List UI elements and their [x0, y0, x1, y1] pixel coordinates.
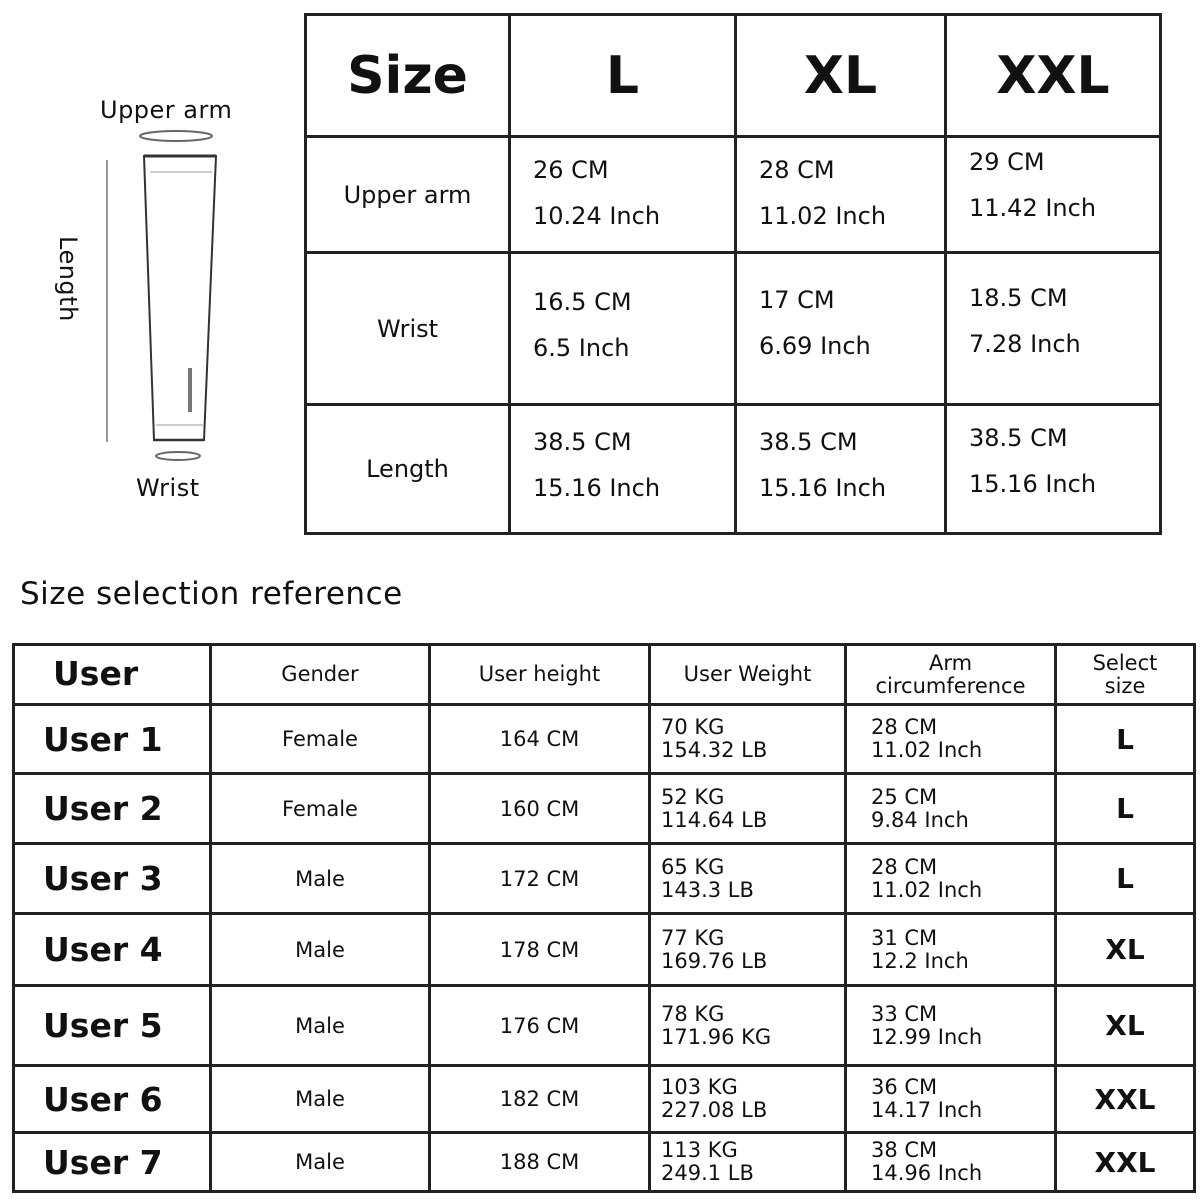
- upper-arm-xxl-cell: [947, 138, 1159, 254]
- user-height: 160 CM: [431, 775, 651, 842]
- user-arm-circumference: [847, 915, 1057, 984]
- length-xxl-inch: 15.16 Inch: [969, 470, 1097, 498]
- upper-arm-xl-cell: [737, 138, 947, 254]
- sleeve-diagram: [40, 80, 280, 520]
- user-weight-kg: 65 KG: [661, 854, 725, 879]
- size-header-cell: Size: [307, 16, 511, 138]
- wrist-xxl-cm: 18.5 CM: [969, 284, 1068, 312]
- wrist-xxl-cell: [947, 254, 1159, 406]
- user-arm-inch: 14.17 Inch: [871, 1098, 983, 1122]
- header-arm-line1: Arm: [928, 651, 973, 676]
- user-table-row-1: [15, 706, 1193, 775]
- upper-arm-l-inch: 10.24 Inch: [533, 202, 661, 230]
- user-height: 172 CM: [431, 845, 651, 912]
- header-arm-line2: circumference: [875, 673, 1026, 698]
- user-selected-size: L: [1116, 792, 1134, 825]
- header-gender: Gender: [212, 646, 431, 703]
- user-arm-inch: 14.96 Inch: [871, 1161, 983, 1185]
- user-table-header-row: [15, 646, 1193, 706]
- user-weight: [651, 915, 847, 984]
- user-arm-cm: 36 CM: [871, 1075, 938, 1100]
- user-table-row-4: [15, 915, 1193, 987]
- user-name: User 7: [15, 1134, 212, 1190]
- upper-arm-l-cm: 26 CM: [533, 156, 609, 184]
- user-table-row-5: [15, 987, 1193, 1067]
- user-gender: Female: [212, 706, 431, 772]
- size-header-xxl: XXL: [947, 16, 1159, 138]
- wrist-l-cm: 16.5 CM: [533, 288, 632, 316]
- user-weight-kg: 103 KG: [661, 1075, 738, 1100]
- header-user: User: [15, 646, 212, 703]
- user-weight-kg: 77 KG: [661, 925, 725, 950]
- user-weight-secondary: 249.1 LB: [661, 1161, 754, 1185]
- upper-arm-xl-cm: 28 CM: [759, 156, 835, 184]
- user-height: 178 CM: [431, 915, 651, 984]
- user-name: User 5: [15, 987, 212, 1064]
- user-table-row-3: [15, 845, 1193, 915]
- user-arm-cm: 31 CM: [871, 925, 938, 950]
- user-arm-cm: 33 CM: [871, 1001, 938, 1026]
- user-table-row-6: [15, 1067, 1193, 1134]
- header-user-height: User height: [431, 646, 651, 703]
- wrist-l-cell: [511, 254, 737, 406]
- user-selected-size: XL: [1105, 1009, 1145, 1042]
- upper-arm-xl-inch: 11.02 Inch: [759, 202, 887, 230]
- user-name: User 6: [15, 1067, 212, 1131]
- user-height: 164 CM: [431, 706, 651, 772]
- user-arm-circumference: [847, 775, 1057, 842]
- user-arm-cm: 28 CM: [871, 854, 938, 879]
- upper-arm-xxl-inch: 11.42 Inch: [969, 194, 1097, 222]
- user-weight-kg: 52 KG: [661, 784, 725, 809]
- user-height: 176 CM: [431, 987, 651, 1064]
- user-arm-inch: 12.2 Inch: [871, 948, 969, 973]
- size-chart-table: [304, 13, 1162, 535]
- user-height: 182 CM: [431, 1067, 651, 1131]
- user-weight-secondary: 169.76 LB: [661, 948, 768, 973]
- upper-arm-xxl-cm: 29 CM: [969, 148, 1045, 176]
- wrist-l-inch: 6.5 Inch: [533, 334, 630, 362]
- user-name: User 3: [15, 845, 212, 912]
- length-xl-cell: [737, 406, 947, 532]
- user-gender: Male: [212, 915, 431, 984]
- diagram-wrist-label: Wrist: [136, 474, 200, 502]
- user-weight-secondary: 171.96 KG: [661, 1024, 772, 1049]
- user-weight: [651, 1134, 847, 1190]
- wrist-xl-cm: 17 CM: [759, 286, 835, 314]
- row-label-length: Length: [307, 406, 511, 532]
- user-weight-kg: 78 KG: [661, 1001, 725, 1026]
- header-arm-circumference: [847, 646, 1057, 703]
- user-selected-size: XXL: [1094, 1082, 1156, 1116]
- user-arm-inch: 11.02 Inch: [871, 738, 983, 762]
- user-selected-size: XL: [1105, 933, 1145, 966]
- user-arm-circumference: [847, 1067, 1057, 1131]
- user-table-row-7: [15, 1134, 1193, 1190]
- user-weight-kg: 113 KG: [661, 1138, 738, 1163]
- wrist-xxl-inch: 7.28 Inch: [969, 330, 1081, 358]
- user-weight: [651, 775, 847, 842]
- user-weight-secondary: 114.64 LB: [661, 807, 768, 832]
- user-name: User 2: [15, 775, 212, 842]
- user-arm-inch: 9.84 Inch: [871, 807, 969, 832]
- user-gender: Male: [212, 845, 431, 912]
- length-dimension-line: [106, 160, 108, 442]
- row-label-upper-arm: Upper arm: [307, 138, 511, 254]
- user-weight: [651, 1067, 847, 1131]
- user-weight: [651, 987, 847, 1064]
- header-user-weight: User Weight: [651, 646, 847, 703]
- user-selected-size: L: [1116, 722, 1134, 756]
- wrist-xl-inch: 6.69 Inch: [759, 332, 871, 360]
- user-arm-cm: 28 CM: [871, 715, 938, 740]
- header-select-line2: size: [1104, 673, 1146, 698]
- wrist-xl-cell: [737, 254, 947, 406]
- user-height: 188 CM: [431, 1134, 651, 1190]
- upper-arm-l-cell: [511, 138, 737, 254]
- user-arm-cm: 25 CM: [871, 784, 938, 809]
- user-weight-secondary: 227.08 LB: [661, 1098, 768, 1122]
- user-gender: Male: [212, 1067, 431, 1131]
- user-arm-inch: 11.02 Inch: [871, 877, 983, 902]
- user-gender: Female: [212, 775, 431, 842]
- user-arm-cm: 38 CM: [871, 1138, 938, 1163]
- user-arm-inch: 12.99 Inch: [871, 1024, 983, 1049]
- user-arm-circumference: [847, 987, 1057, 1064]
- diagram-length-label: Length: [54, 236, 82, 322]
- user-weight: [651, 845, 847, 912]
- user-arm-circumference: [847, 1134, 1057, 1190]
- user-weight-secondary: 154.32 LB: [661, 738, 768, 762]
- length-xxl-cm: 38.5 CM: [969, 424, 1068, 452]
- length-l-inch: 15.16 Inch: [533, 474, 661, 502]
- header-select-line1: Select: [1092, 651, 1158, 676]
- user-table-row-2: [15, 775, 1193, 845]
- size-selection-reference-title: Size selection reference: [20, 576, 403, 612]
- user-gender: Male: [212, 1134, 431, 1190]
- user-arm-circumference: [847, 845, 1057, 912]
- length-xl-inch: 15.16 Inch: [759, 474, 887, 502]
- user-weight-secondary: 143.3 LB: [661, 877, 754, 902]
- user-weight-kg: 70 KG: [661, 715, 725, 740]
- user-name: User 4: [15, 915, 212, 984]
- user-reference-table: [12, 643, 1196, 1193]
- user-arm-circumference: [847, 706, 1057, 772]
- length-l-cell: [511, 406, 737, 532]
- user-weight: [651, 706, 847, 772]
- user-name: User 1: [15, 706, 212, 772]
- size-header-l: L: [511, 16, 737, 138]
- length-l-cm: 38.5 CM: [533, 428, 632, 456]
- size-header-xl: XL: [737, 16, 947, 138]
- user-selected-size: L: [1116, 862, 1134, 895]
- header-select-size: [1057, 646, 1193, 703]
- row-label-wrist: Wrist: [307, 254, 511, 406]
- user-gender: Male: [212, 987, 431, 1064]
- diagram-upper-arm-label: Upper arm: [100, 96, 233, 124]
- user-selected-size: XXL: [1094, 1145, 1156, 1179]
- length-xxl-cell: [947, 406, 1159, 532]
- length-xl-cm: 38.5 CM: [759, 428, 858, 456]
